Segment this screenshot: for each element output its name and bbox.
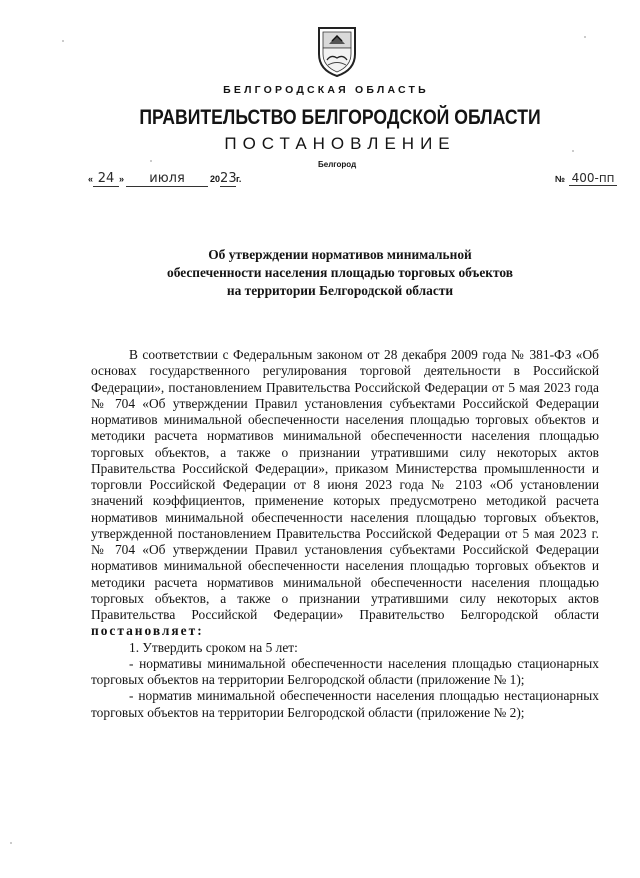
date-close-quote: » [119,174,125,184]
scan-speck [150,160,152,162]
date-year-prefix: 20 [210,174,221,184]
city-name: Белгород [318,160,357,169]
date-year-unit: г. [236,174,242,184]
scan-speck [584,36,586,38]
date-year-suffix: 23 [220,171,237,186]
item-1a: - нормативы минимальной обеспеченности населения площадью стационарных торговых объектов на территории Белгородской области (приложение № 1); [91,655,599,687]
scan-speck [62,40,64,42]
region-name: БЕЛГОРОДСКАЯ ОБЛАСТЬ [223,84,429,96]
document-date [88,171,241,187]
date-month: июля [126,171,208,187]
document-number [555,171,617,186]
item-1b: - норматив минимальной обеспеченности населения площадью нестационарных торговых объектов на территории Белгородской области (приложение № 2); [91,688,599,720]
item-1: 1. Утвердить сроком на 5 лет: [129,639,298,655]
document-body [91,347,599,721]
subject-line: обеспеченности населения площадью торговых объектов [167,265,513,280]
date-day: 24 [93,171,119,187]
coat-of-arms-emblem [315,24,359,78]
scan-speck [572,150,574,152]
preamble-text: В соответствии с Федеральным законом от 28 декабря 2009 года № 381-ФЗ «Об основах государственного регулирования торговой деятельности в Российской Федерации», постановлением Правительства Российской Федерации от 5 мая 2023 года № 704 «Об утверждении Правил установления субъектами Российской Федерации нормативов минимальной обеспеченности населения площадью торговых объектов и методики расчета нормативов минимальной обеспеченности населения площадью торговых объектов, а также о признании утратившими силу некоторых актов Правительства Российской Федерации», приказом Министерства промышленности и торговли Российской Федерации от 8 июня 2023 года № 2103 «Об установлении значений коэффициентов, применение которых предусмотрено методикой расчета нормативов минимальной обеспеченности населения площадью торговых объектов, утвержденной постановлением Правительства Российской Федерации от 5 мая 2023 г. № 704 «Об утверждении Правил установления субъектами Российской Федерации нормативов минимальной обеспеченности населения площадью торговых объектов и методики расчета нормативов минимальной обеспеченности населения площадью торговых объектов, а также о признании утратившими силу некоторых актов Правительства Российской Федерации» Правительство Белгородской области [91,347,599,622]
number-sign: № [555,174,566,184]
date-open-quote: « [88,174,94,184]
document-subject [130,246,550,300]
subject-line: на территории Белгородской области [226,283,454,298]
scan-speck [10,842,12,844]
subject-line: Об утверждении нормативов минимальной [208,247,472,262]
document-type: ПОСТАНОВЛЕНИЕ [224,134,456,153]
resolves-word: постановляет: [91,623,204,639]
preamble-paragraph [91,347,599,640]
number-value: 400-пп [569,171,617,186]
government-title: ПРАВИТЕЛЬСТВО БЕЛГОРОДСКОЙ ОБЛАСТИ [139,106,541,129]
